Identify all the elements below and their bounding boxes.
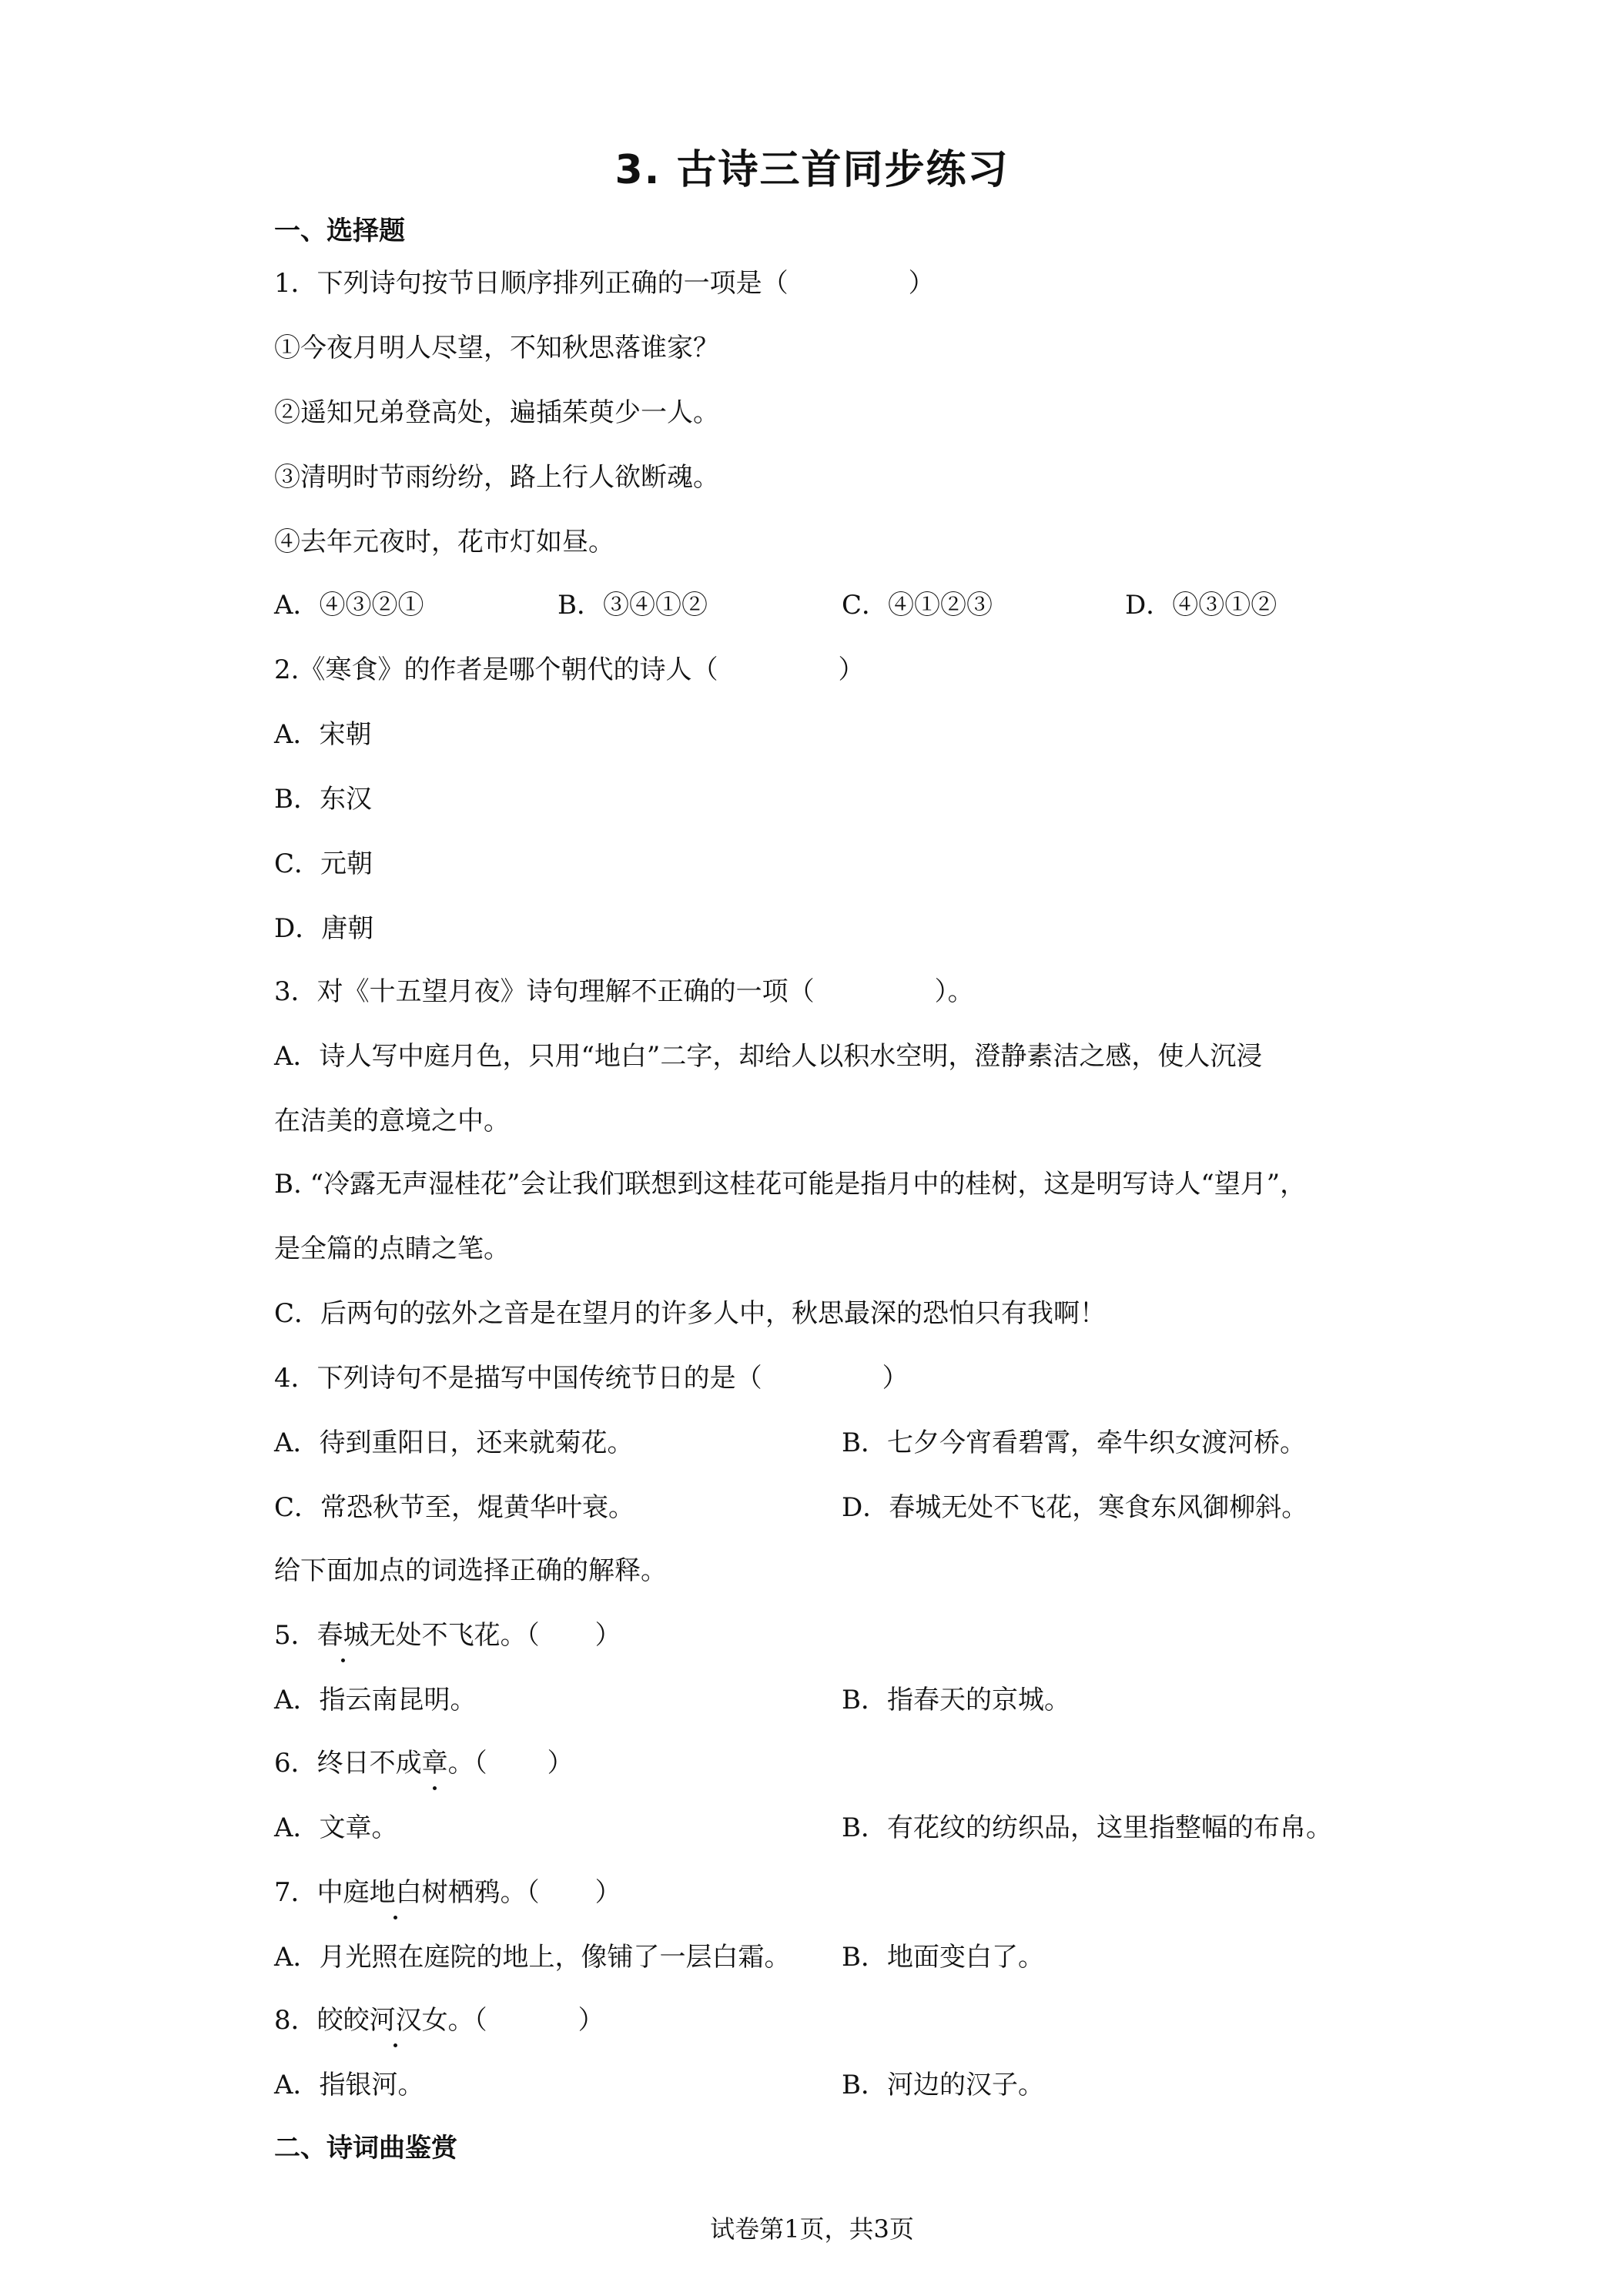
question-3-option-c[interactable]: C．后两句的弦外之音是在望月的许多人中，秋思最深的恐怕只有我啊！ <box>274 1298 1107 1329</box>
question-6-option-b[interactable]: B．有花纹的纺织品，这里指整幅的布帛。 <box>842 1812 1332 1843</box>
question-4-option-d[interactable]: D．春城无处不飞花，寒食东风御柳斜。 <box>842 1492 1308 1523</box>
dotted-word: 章 <box>422 1744 448 1782</box>
question-1-stem: 1．下列诗句按节日顺序排列正确的一项是（ ） <box>274 268 935 299</box>
question-4-option-a[interactable]: A．待到重阳日，还来就菊花。 <box>274 1427 634 1458</box>
question-1-option-b[interactable]: B．③④①② <box>558 590 708 621</box>
question-3-option-b[interactable]: B. “冷露无声湿桂花”会让我们联想到这桂花可能是指月中的桂树，这是明写诗人“望月”， <box>274 1169 1307 1200</box>
question-6-option-a[interactable]: A．文章。 <box>274 1812 398 1843</box>
section-heading-appreciation: 二、诗词曲鉴赏 <box>274 2133 457 2164</box>
question-1-line-1: ①今夜月明人尽望，不知秋思落谁家？ <box>274 333 719 363</box>
dotted-word: 春城 <box>317 1616 370 1655</box>
question-3-option-a[interactable]: A．诗人写中庭月色，只用“地白”二字，却给人以积水空明，澄静素洁之感，使人沉浸 <box>274 1041 1263 1072</box>
question-4-option-c[interactable]: C．常恐秋节至，焜黄华叶衰。 <box>274 1492 635 1523</box>
page-title: 3. 古诗三首同步练习 <box>614 147 1010 193</box>
question-4-option-b[interactable]: B．七夕今宵看碧霄，牵牛织女渡河桥。 <box>842 1427 1306 1458</box>
question-3-stem: 3．对《十五望月夜》诗句理解不正确的一项（ ）。 <box>274 976 974 1007</box>
question-5-stem: 5．春城无处不飞花。（ ） <box>274 1616 621 1655</box>
question-2-option-c[interactable]: C．元朝 <box>274 848 373 879</box>
instruction-text: 给下面加点的词选择正确的解释。 <box>274 1555 667 1586</box>
question-7-option-a[interactable]: A．月光照在庭院的地上，像铺了一层白霜。 <box>274 1942 791 1973</box>
question-2-option-b[interactable]: B．东汉 <box>274 784 372 815</box>
question-2-option-a[interactable]: A．宋朝 <box>274 719 372 750</box>
question-8-stem: 8．皎皎河汉女。（ ） <box>274 2001 604 2040</box>
question-8-option-b[interactable]: B．河边的汉子。 <box>842 2070 1044 2100</box>
question-1-line-2: ②遥知兄弟登高处，遍插茱萸少一人。 <box>274 397 719 428</box>
question-3-option-a-cont: 在洁美的意境之中。 <box>274 1106 510 1136</box>
question-1-option-a[interactable]: A．④③②① <box>274 590 424 621</box>
question-1-option-d[interactable]: D．④③①② <box>1125 590 1277 621</box>
question-1-option-c[interactable]: C．④①②③ <box>842 590 993 621</box>
question-5-option-a[interactable]: A．指云南昆明。 <box>274 1685 477 1715</box>
question-7-stem: 7．中庭地白树栖鸦。（ ） <box>274 1873 621 1912</box>
question-2-option-d[interactable]: D．唐朝 <box>274 913 374 944</box>
question-8-option-a[interactable]: A．指银河。 <box>274 2070 424 2100</box>
question-6-stem: 6．终日不成章。（ ） <box>274 1744 574 1782</box>
question-1-line-4: ④去年元夜时，花市灯如昼。 <box>274 527 614 557</box>
question-2-stem: 2.《寒食》的作者是哪个朝代的诗人（ ） <box>274 654 865 685</box>
question-5-option-b[interactable]: B．指春天的京城。 <box>842 1685 1070 1715</box>
section-heading-choice: 一、选择题 <box>274 216 405 246</box>
dotted-word: 河汉 <box>370 2001 422 2040</box>
dotted-word: 地白 <box>370 1873 422 1912</box>
page-footer: 试卷第1页，共3页 <box>710 2214 914 2244</box>
question-4-stem: 4．下列诗句不是描写中国传统节日的是（ ） <box>274 1363 909 1394</box>
question-7-option-b[interactable]: B．地面变白了。 <box>842 1942 1044 1973</box>
question-3-option-b-cont: 是全篇的点睛之笔。 <box>274 1233 510 1264</box>
question-1-line-3: ③清明时节雨纷纷，路上行人欲断魂。 <box>274 462 719 493</box>
